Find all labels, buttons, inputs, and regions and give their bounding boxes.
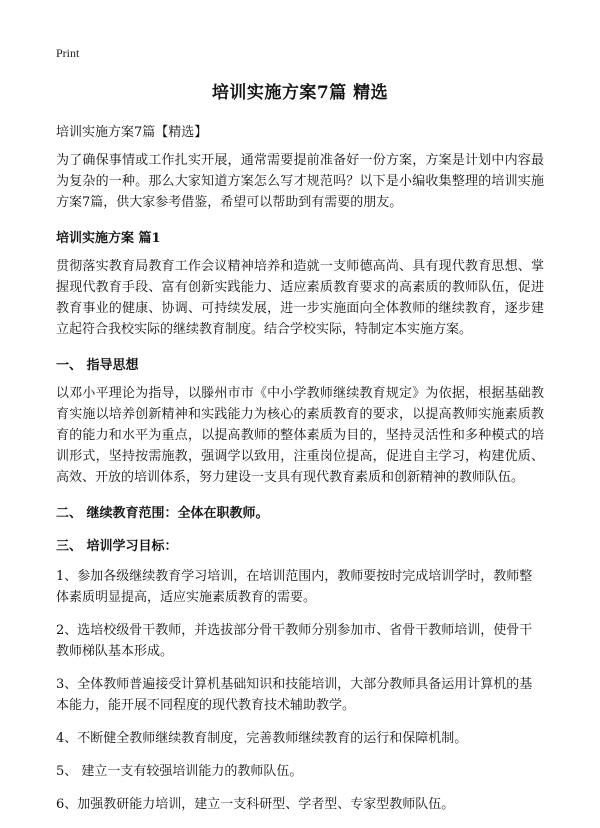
heading-training-goals: 三、 培训学习目标： bbox=[56, 539, 178, 554]
print-link[interactable]: Print bbox=[56, 46, 80, 60]
section-intro-paragraph: 贯彻落实教育局教育工作会议精神培养和造就一支师德高尚、具有现代教育思想、掌握现代教育手段、富有创新实践能力、适应素质教育要求的高素质的教师队伍，促进教育事业的健康、协调、可持续发展，进一步实施面向全体教师的继续教育，逐步建立起符合我校实际的继续教育制度。结合学校实际，特制定本实施方案。 bbox=[56, 259, 544, 337]
goal-item: 5、 建立一支有较强培训能力的教师队伍。 bbox=[56, 764, 303, 779]
intro-paragraph: 为了确保事情或工作扎实开展，通常需要提前准备好一份方案，方案是计划中内容最为复杂的一种。那么大家知道方案怎么写才规范吗？以下是小编收集整理的培训实施方案7篇，供大家参考借鉴，希望可以帮助到有需要的朋友。 bbox=[56, 153, 544, 210]
page-title: 培训实施方案7篇 精选 bbox=[211, 83, 389, 103]
goal-item: 2、选培校级骨干教师，并选拔部分骨干教师分别参加市、省骨干教师培训，使骨干教师梯队基本形成。 bbox=[56, 623, 533, 659]
goal-item: 1、参加各级继续教育学习培训，在培训范围内，教师要按时完成培训学时，教师整体素质明显提高，适应实施素质教育的需要。 bbox=[56, 569, 533, 605]
guiding-ideology-paragraph: 以邓小平理论为指导，以滕州市市《中小学教师继续教育规定》为依据，根据基础教育实施以培养创新精神和实践能力为核心的素质教育的要求，以提高教师实施素质教育的能力和水平为重点，以提高教师的整体素质为目的，坚持灵活性和多种模式的培训形式，坚持按需施教，强调学以致用，注重岗位提高，促进自主学习，构建优质、高效、开放的培训体系，努力建设一支具有现代教育素质和创新精神的教师队伍。 bbox=[56, 386, 544, 485]
section-title: 培训实施方案 篇1 bbox=[56, 231, 161, 246]
goal-item: 4、不断健全教师继续教育制度，完善教师继续教育的运行和保障机制。 bbox=[56, 731, 468, 746]
document-subtitle: 培训实施方案7篇【精选】 bbox=[56, 125, 208, 140]
heading-education-scope: 二、 继续教育范围：全体在职教师。 bbox=[56, 506, 269, 521]
heading-guiding-ideology: 一、 指导思想 bbox=[56, 358, 139, 373]
goal-item: 3、全体教师普遍接受计算机基础知识和技能培训，大部分教师具备运用计算机的基本能力，能开展不同程度的现代教育技术辅助教学。 bbox=[56, 677, 533, 713]
goal-item: 6、加强教研能力培训，建立一支科研型、学者型、专家型教师队伍。 bbox=[56, 797, 455, 812]
